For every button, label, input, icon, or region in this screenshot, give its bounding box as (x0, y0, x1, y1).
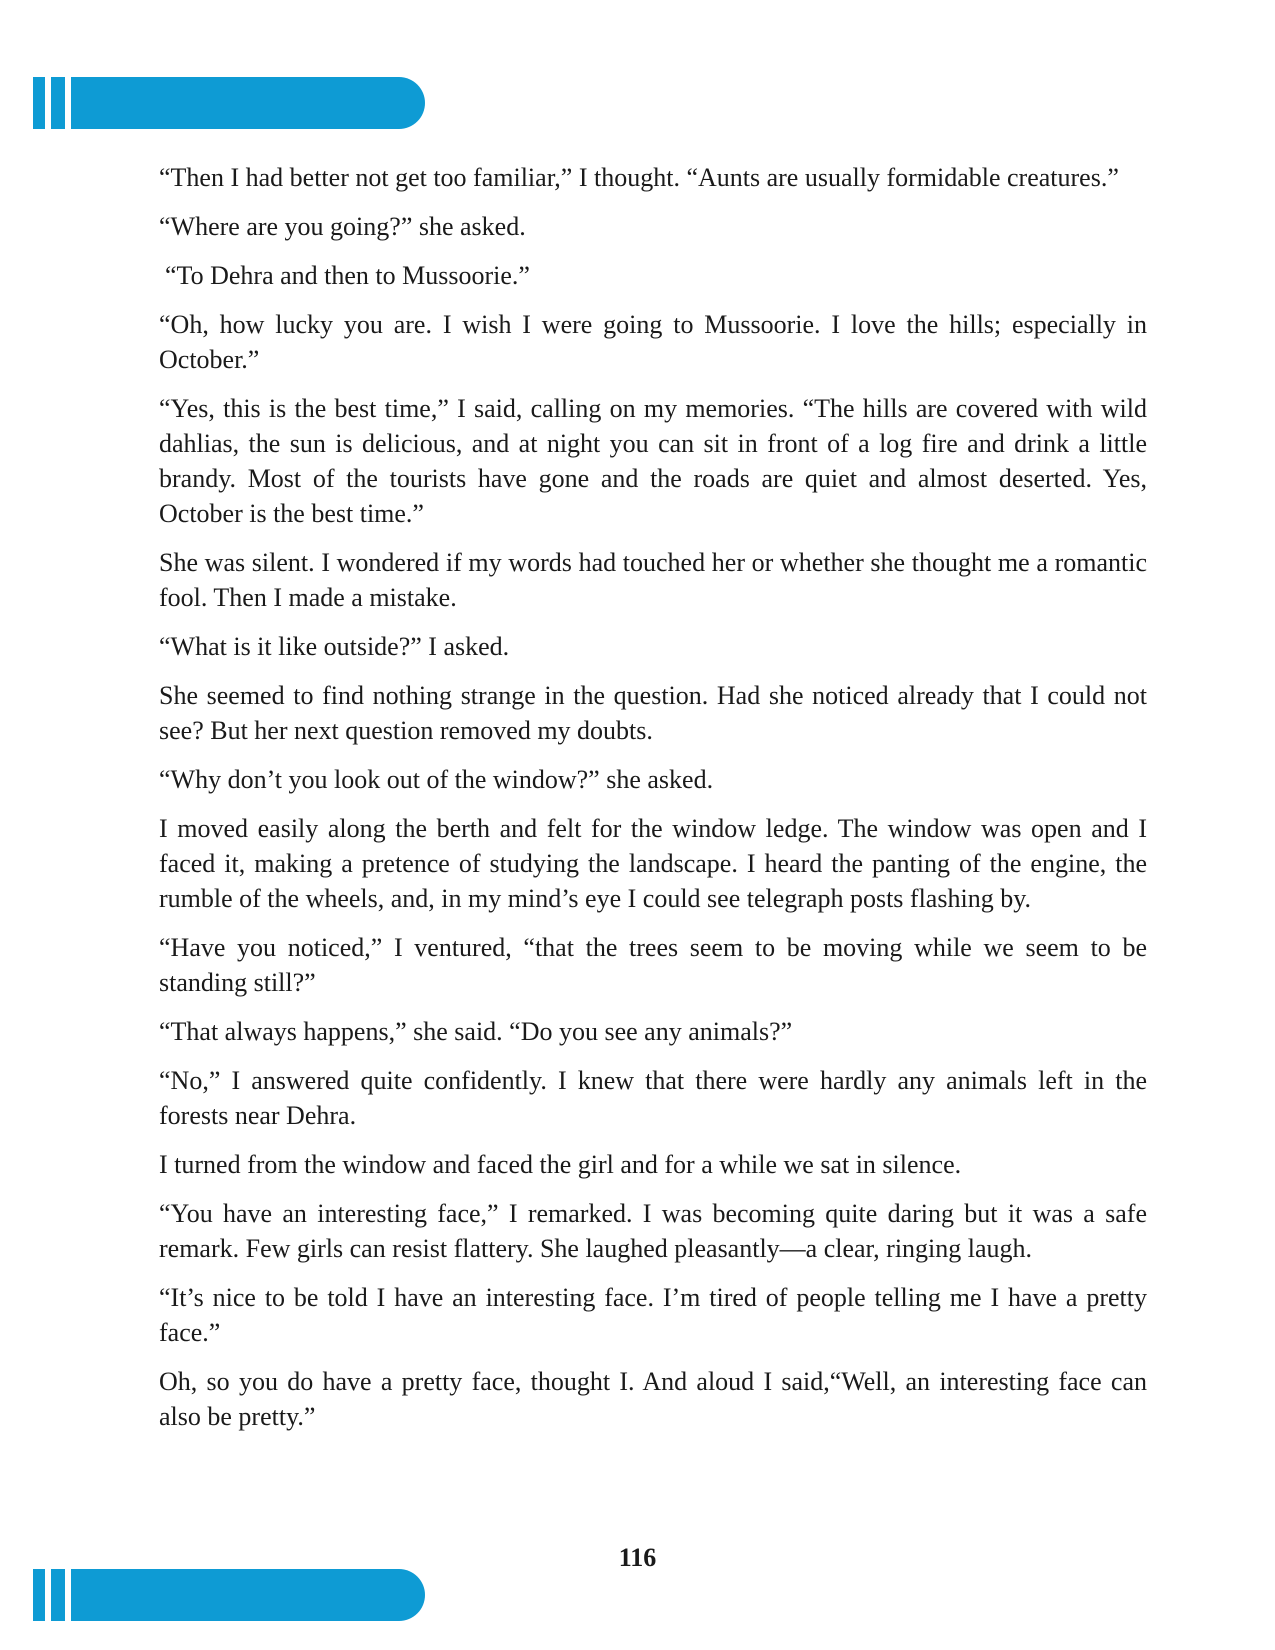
footer-band-stripe-2 (51, 1569, 65, 1621)
paragraph: “To Dehra and then to Mussoorie.” (165, 261, 530, 290)
paragraph: “Oh, how lucky you are. I wish I were going to Mussoorie. I love the hills; especially in October.” (159, 310, 1147, 374)
page-body (159, 160, 1147, 1448)
paragraph: “It’s nice to be told I have an interesting face. I’m tired of people telling me I have a pretty face.” (159, 1283, 1147, 1347)
page-number: 116 (618, 1543, 657, 1572)
header-band-stripe-2 (51, 77, 65, 129)
paragraph: “Then I had better not get too familiar,” I thought. “Aunts are usually formidable creatures.” (159, 163, 1119, 192)
paragraph: “Yes, this is the best time,” I said, calling on my memories. “The hills are covered with wild dahlias, the sun is delicious, and at night you can sit in front of a log fire and drink a little brandy. Most of the tourists have gone and the roads are quiet and almost deserted. Yes, October is the best time.” (159, 394, 1147, 528)
paragraph: She seemed to find nothing strange in the question. Had she noticed already that I could not see? But her next question removed my doubts. (159, 681, 1147, 745)
footer-band-main (71, 1569, 425, 1621)
paragraph: She was silent. I wondered if my words had touched her or whether she thought me a romantic fool. Then I made a mistake. (159, 548, 1147, 612)
paragraph: “No,” I answered quite confidently. I knew that there were hardly any animals left in the forests near Dehra. (159, 1066, 1147, 1130)
header-band-stripe-1 (33, 77, 45, 129)
paragraph: “What is it like outside?” I asked. (159, 632, 510, 661)
header-decorative-band (33, 77, 425, 129)
header-band-main (71, 77, 425, 129)
paragraph: “You have an interesting face,” I remarked. I was becoming quite daring but it was a safe remark. Few girls can resist flattery. She laughed pleasantly—a clear, ringing laugh. (159, 1199, 1147, 1263)
paragraph: “Where are you going?” she asked. (159, 212, 526, 241)
paragraph: “Have you noticed,” I ventured, “that the trees seem to be moving while we seem to be standing still?” (159, 933, 1147, 997)
paragraph: “Why don’t you look out of the window?” she asked. (159, 765, 714, 794)
footer-decorative-band (33, 1569, 425, 1621)
paragraph: I turned from the window and faced the girl and for a while we sat in silence. (159, 1150, 962, 1179)
footer-band-stripe-1 (33, 1569, 45, 1621)
paragraph: I moved easily along the berth and felt for the window ledge. The window was open and I faced it, making a pretence of studying the landscape. I heard the panting of the engine, the rumble of the wheels, and, in my mind’s eye I could see telegraph posts flashing by. (159, 814, 1147, 913)
paragraph: Oh, so you do have a pretty face, thought I. And aloud I said,“Well, an interesting face can also be pretty.” (159, 1367, 1147, 1431)
paragraph: “That always happens,” she said. “Do you see any animals?” (159, 1017, 793, 1046)
